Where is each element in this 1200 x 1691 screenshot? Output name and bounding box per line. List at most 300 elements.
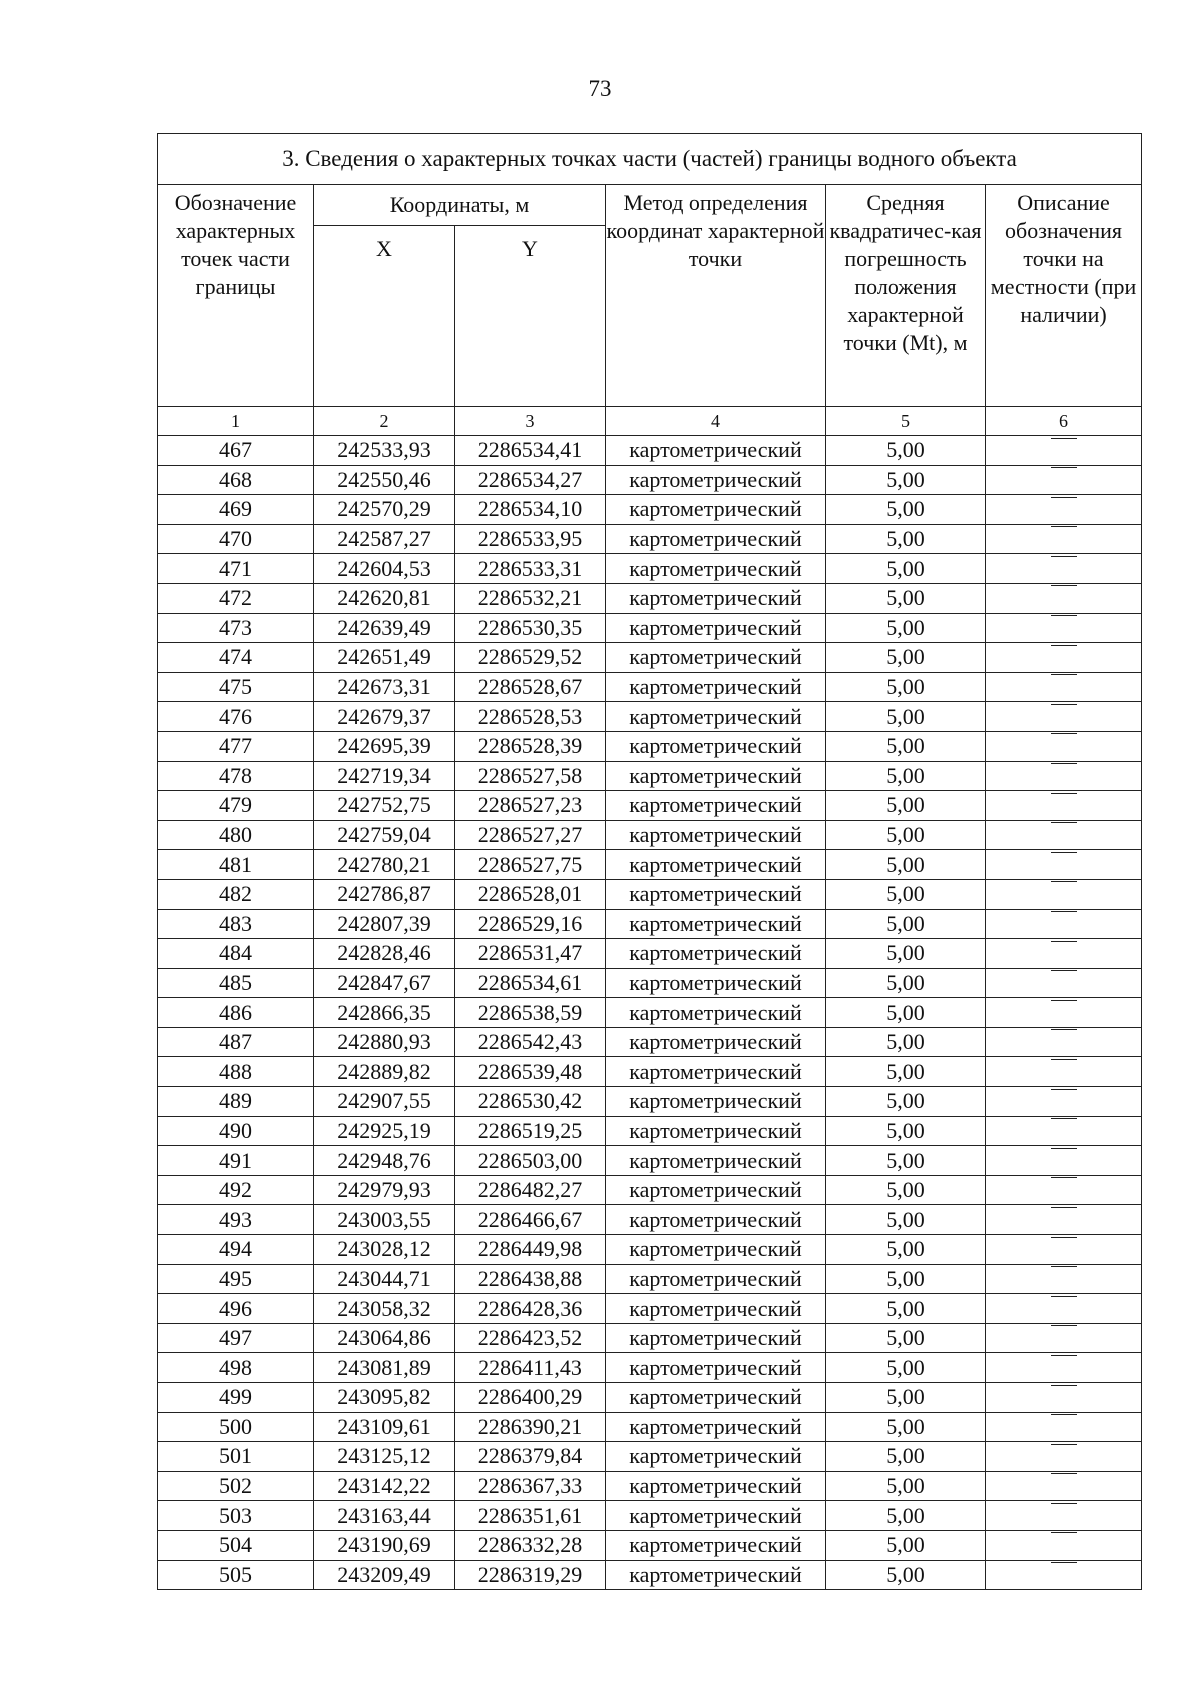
point-id-cell: 481 [158,850,314,880]
method-cell: картометрический [606,1175,826,1205]
table-row [158,939,1142,969]
table-row [158,1146,1142,1176]
table-row [158,1294,1142,1324]
point-id-cell: 475 [158,672,314,702]
point-id-cell: 493 [158,1205,314,1235]
empty-dash [1051,1266,1077,1293]
x-coordinate-cell: 242889,82 [314,1057,455,1087]
table-row [158,672,1142,702]
error-cell: 5,00 [826,1442,986,1472]
header-coordinates: Координаты, м [314,185,606,226]
empty-dash [1051,911,1077,938]
x-coordinate-cell: 242828,46 [314,939,455,969]
point-id-cell: 501 [158,1442,314,1472]
method-cell: картометрический [606,1087,826,1117]
error-cell: 5,00 [826,583,986,613]
empty-dash [1051,881,1077,908]
table-row [158,1027,1142,1057]
y-coordinate-cell: 2286423,52 [455,1323,606,1353]
error-cell: 5,00 [826,1087,986,1117]
table-row [158,554,1142,584]
x-coordinate-cell: 242587,27 [314,524,455,554]
x-coordinate-cell: 242639,49 [314,613,455,643]
table-row [158,850,1142,880]
description-cell [986,583,1142,613]
x-coordinate-cell: 243190,69 [314,1530,455,1560]
point-id-cell: 488 [158,1057,314,1087]
point-id-cell: 496 [158,1294,314,1324]
description-cell [986,1560,1142,1590]
header-x: X [314,226,455,407]
empty-dash [1051,1148,1077,1175]
table-row [158,1264,1142,1294]
empty-dash [1051,1532,1077,1559]
x-coordinate-cell: 242604,53 [314,554,455,584]
empty-dash [1051,526,1077,553]
empty-dash [1051,1503,1077,1530]
method-cell: картометрический [606,1501,826,1531]
y-coordinate-cell: 2286527,75 [455,850,606,880]
x-coordinate-cell: 242673,31 [314,672,455,702]
x-coordinate-cell: 242847,67 [314,968,455,998]
description-cell [986,1471,1142,1501]
method-cell: картометрический [606,613,826,643]
method-cell: картометрический [606,1412,826,1442]
method-cell: картометрический [606,1383,826,1413]
x-coordinate-cell: 243044,71 [314,1264,455,1294]
method-cell: картометрический [606,791,826,821]
error-cell: 5,00 [826,643,986,673]
x-coordinate-cell: 243209,49 [314,1560,455,1590]
y-coordinate-cell: 2286466,67 [455,1205,606,1235]
description-cell [986,1146,1142,1176]
description-cell [986,909,1142,939]
table-row [158,1353,1142,1383]
table-row [158,998,1142,1028]
description-cell [986,850,1142,880]
point-id-cell: 472 [158,583,314,613]
x-coordinate-cell: 243095,82 [314,1383,455,1413]
error-cell: 5,00 [826,1264,986,1294]
x-coordinate-cell: 243109,61 [314,1412,455,1442]
empty-dash [1051,1237,1077,1264]
table-row [158,465,1142,495]
x-coordinate-cell: 242925,19 [314,1116,455,1146]
table-row [158,1442,1142,1472]
y-coordinate-cell: 2286528,67 [455,672,606,702]
empty-dash [1051,585,1077,612]
error-cell: 5,00 [826,436,986,466]
y-coordinate-cell: 2286530,35 [455,613,606,643]
description-cell [986,1383,1142,1413]
description-cell [986,1412,1142,1442]
error-cell: 5,00 [826,998,986,1028]
error-cell: 5,00 [826,1235,986,1265]
table-row [158,791,1142,821]
x-coordinate-cell: 242979,93 [314,1175,455,1205]
method-cell: картометрический [606,939,826,969]
x-coordinate-cell: 242695,39 [314,731,455,761]
empty-dash [1051,970,1077,997]
table-row [158,1235,1142,1265]
method-cell: картометрический [606,1205,826,1235]
description-cell [986,1530,1142,1560]
table-row [158,1412,1142,1442]
description-cell [986,998,1142,1028]
point-id-cell: 494 [158,1235,314,1265]
column-number: 3 [455,407,606,436]
description-cell [986,643,1142,673]
description-cell [986,1323,1142,1353]
y-coordinate-cell: 2286530,42 [455,1087,606,1117]
x-coordinate-cell: 243142,22 [314,1471,455,1501]
description-cell [986,731,1142,761]
point-id-cell: 495 [158,1264,314,1294]
empty-dash [1051,852,1077,879]
description-cell [986,1175,1142,1205]
table-row [158,909,1142,939]
empty-dash [1051,438,1077,465]
table-row [158,524,1142,554]
y-coordinate-cell: 2286519,25 [455,1116,606,1146]
header-error: Средняя квадратичес-кая погрешность положения характерной точки (Mt), м [826,185,986,407]
y-coordinate-cell: 2286542,43 [455,1027,606,1057]
error-cell: 5,00 [826,1116,986,1146]
empty-dash [1051,704,1077,731]
empty-dash [1051,1059,1077,1086]
point-id-cell: 504 [158,1530,314,1560]
description-cell [986,613,1142,643]
y-coordinate-cell: 2286538,59 [455,998,606,1028]
description-cell [986,820,1142,850]
table-row [158,495,1142,525]
x-coordinate-cell: 243003,55 [314,1205,455,1235]
error-cell: 5,00 [826,968,986,998]
empty-dash [1051,645,1077,672]
point-id-cell: 471 [158,554,314,584]
error-cell: 5,00 [826,1175,986,1205]
y-coordinate-cell: 2286534,61 [455,968,606,998]
description-cell [986,1442,1142,1472]
y-coordinate-cell: 2286319,29 [455,1560,606,1590]
empty-dash [1051,1355,1077,1382]
column-number-row [158,407,1142,436]
method-cell: картометрический [606,968,826,998]
empty-dash [1051,1325,1077,1352]
empty-dash [1051,615,1077,642]
y-coordinate-cell: 2286332,28 [455,1530,606,1560]
x-coordinate-cell: 242759,04 [314,820,455,850]
table-row [158,436,1142,466]
table-body [158,436,1142,1590]
point-id-cell: 503 [158,1501,314,1531]
table-row [158,583,1142,613]
x-coordinate-cell: 242907,55 [314,1087,455,1117]
header-y: Y [455,226,606,407]
method-cell: картометрический [606,583,826,613]
point-id-cell: 486 [158,998,314,1028]
y-coordinate-cell: 2286534,27 [455,465,606,495]
empty-dash [1051,1207,1077,1234]
method-cell: картометрический [606,850,826,880]
method-cell: картометрический [606,554,826,584]
empty-dash [1051,1296,1077,1323]
table-row [158,761,1142,791]
page-number: 73 [588,76,612,101]
method-cell: картометрический [606,1353,826,1383]
method-cell: картометрический [606,761,826,791]
description-cell [986,1116,1142,1146]
method-cell: картометрический [606,1027,826,1057]
error-cell: 5,00 [826,1057,986,1087]
table-row [158,1116,1142,1146]
method-cell: картометрический [606,909,826,939]
error-cell: 5,00 [826,939,986,969]
x-coordinate-cell: 242550,46 [314,465,455,495]
y-coordinate-cell: 2286411,43 [455,1353,606,1383]
x-coordinate-cell: 242780,21 [314,850,455,880]
error-cell: 5,00 [826,1146,986,1176]
point-id-cell: 467 [158,436,314,466]
method-cell: картометрический [606,702,826,732]
empty-dash [1051,674,1077,701]
y-coordinate-cell: 2286528,01 [455,879,606,909]
error-cell: 5,00 [826,524,986,554]
error-cell: 5,00 [826,791,986,821]
description-cell [986,879,1142,909]
y-coordinate-cell: 2286528,39 [455,731,606,761]
table-row [158,1057,1142,1087]
x-coordinate-cell: 242651,49 [314,643,455,673]
y-coordinate-cell: 2286503,00 [455,1146,606,1176]
y-coordinate-cell: 2286428,36 [455,1294,606,1324]
description-cell [986,465,1142,495]
error-cell: 5,00 [826,761,986,791]
error-cell: 5,00 [826,1383,986,1413]
table-row [158,1530,1142,1560]
empty-dash [1051,733,1077,760]
error-cell: 5,00 [826,1412,986,1442]
x-coordinate-cell: 242752,75 [314,791,455,821]
table-row [158,968,1142,998]
description-cell [986,554,1142,584]
point-id-cell: 489 [158,1087,314,1117]
x-coordinate-cell: 242880,93 [314,1027,455,1057]
method-cell: картометрический [606,731,826,761]
point-id-cell: 487 [158,1027,314,1057]
y-coordinate-cell: 2286529,16 [455,909,606,939]
method-cell: картометрический [606,495,826,525]
header-description: Описание обозначения точки на местности (при наличии) [986,185,1142,407]
point-id-cell: 473 [158,613,314,643]
x-coordinate-cell: 243058,32 [314,1294,455,1324]
description-cell [986,1294,1142,1324]
y-coordinate-cell: 2286482,27 [455,1175,606,1205]
table-row [158,1175,1142,1205]
error-cell: 5,00 [826,1323,986,1353]
error-cell: 5,00 [826,554,986,584]
description-cell [986,1235,1142,1265]
y-coordinate-cell: 2286438,88 [455,1264,606,1294]
y-coordinate-cell: 2286449,98 [455,1235,606,1265]
point-id-cell: 499 [158,1383,314,1413]
y-coordinate-cell: 2286390,21 [455,1412,606,1442]
table-row [158,1471,1142,1501]
point-id-cell: 468 [158,465,314,495]
description-cell [986,436,1142,466]
point-id-cell: 505 [158,1560,314,1590]
error-cell: 5,00 [826,1471,986,1501]
method-cell: картометрический [606,524,826,554]
description-cell [986,1353,1142,1383]
point-id-cell: 474 [158,643,314,673]
description-cell [986,939,1142,969]
description-cell [986,495,1142,525]
table-title: 3. Сведения о характерных точках части (частей) границы водного объекта [158,134,1142,185]
y-coordinate-cell: 2286367,33 [455,1471,606,1501]
error-cell: 5,00 [826,1530,986,1560]
y-coordinate-cell: 2286351,61 [455,1501,606,1531]
method-cell: картометрический [606,1442,826,1472]
table-row [158,702,1142,732]
y-coordinate-cell: 2286533,95 [455,524,606,554]
description-cell [986,1501,1142,1531]
x-coordinate-cell: 242533,93 [314,436,455,466]
description-cell [986,524,1142,554]
y-coordinate-cell: 2286379,84 [455,1442,606,1472]
method-cell: картометрический [606,1116,826,1146]
method-cell: картометрический [606,1560,826,1590]
empty-dash [1051,941,1077,968]
method-cell: картометрический [606,1057,826,1087]
empty-dash [1051,1089,1077,1116]
point-id-cell: 477 [158,731,314,761]
error-cell: 5,00 [826,731,986,761]
point-id-cell: 480 [158,820,314,850]
y-coordinate-cell: 2286527,58 [455,761,606,791]
method-cell: картометрический [606,1146,826,1176]
error-cell: 5,00 [826,702,986,732]
method-cell: картометрический [606,998,826,1028]
point-id-cell: 500 [158,1412,314,1442]
error-cell: 5,00 [826,1294,986,1324]
table-row [158,820,1142,850]
error-cell: 5,00 [826,495,986,525]
point-id-cell: 484 [158,939,314,969]
error-cell: 5,00 [826,672,986,702]
y-coordinate-cell: 2286533,31 [455,554,606,584]
point-id-cell: 483 [158,909,314,939]
empty-dash [1051,1118,1077,1145]
description-cell [986,672,1142,702]
table-row [158,613,1142,643]
error-cell: 5,00 [826,1027,986,1057]
method-cell: картометрический [606,465,826,495]
x-coordinate-cell: 243081,89 [314,1353,455,1383]
method-cell: картометрический [606,643,826,673]
point-id-cell: 491 [158,1146,314,1176]
table-row [158,731,1142,761]
description-cell [986,791,1142,821]
empty-dash [1051,1473,1077,1500]
x-coordinate-cell: 242807,39 [314,909,455,939]
method-cell: картометрический [606,1264,826,1294]
point-id-cell: 478 [158,761,314,791]
error-cell: 5,00 [826,613,986,643]
method-cell: картометрический [606,1471,826,1501]
empty-dash [1051,793,1077,820]
point-id-cell: 479 [158,791,314,821]
y-coordinate-cell: 2286527,27 [455,820,606,850]
table-row [158,1323,1142,1353]
empty-dash [1051,1029,1077,1056]
error-cell: 5,00 [826,1353,986,1383]
empty-dash [1051,467,1077,494]
empty-dash [1051,1000,1077,1027]
point-id-cell: 482 [158,879,314,909]
x-coordinate-cell: 242948,76 [314,1146,455,1176]
table-row [158,879,1142,909]
method-cell: картометрический [606,879,826,909]
description-cell [986,761,1142,791]
y-coordinate-cell: 2286528,53 [455,702,606,732]
error-cell: 5,00 [826,820,986,850]
y-coordinate-cell: 2286529,52 [455,643,606,673]
x-coordinate-cell: 242570,29 [314,495,455,525]
empty-dash [1051,1177,1077,1204]
error-cell: 5,00 [826,850,986,880]
point-id-cell: 490 [158,1116,314,1146]
error-cell: 5,00 [826,909,986,939]
empty-dash [1051,1385,1077,1412]
table-row [158,643,1142,673]
x-coordinate-cell: 242786,87 [314,879,455,909]
header-method: Метод определения координат характерной точки [606,185,826,407]
description-cell [986,1264,1142,1294]
description-cell [986,968,1142,998]
x-coordinate-cell: 243163,44 [314,1501,455,1531]
error-cell: 5,00 [826,1205,986,1235]
empty-dash [1051,497,1077,524]
empty-dash [1051,1414,1077,1441]
point-id-cell: 497 [158,1323,314,1353]
column-number: 2 [314,407,455,436]
point-id-cell: 470 [158,524,314,554]
method-cell: картометрический [606,1294,826,1324]
empty-dash [1051,556,1077,583]
method-cell: картометрический [606,1323,826,1353]
column-number: 4 [606,407,826,436]
method-cell: картометрический [606,672,826,702]
y-coordinate-cell: 2286534,10 [455,495,606,525]
error-cell: 5,00 [826,465,986,495]
boundary-points-table [157,133,1142,1590]
description-cell [986,1205,1142,1235]
table-row [158,1205,1142,1235]
y-coordinate-cell: 2286534,41 [455,436,606,466]
x-coordinate-cell: 243028,12 [314,1235,455,1265]
description-cell [986,702,1142,732]
description-cell [986,1057,1142,1087]
empty-dash [1051,822,1077,849]
column-number: 6 [986,407,1142,436]
point-id-cell: 498 [158,1353,314,1383]
x-coordinate-cell: 242679,37 [314,702,455,732]
x-coordinate-cell: 242620,81 [314,583,455,613]
x-coordinate-cell: 243064,86 [314,1323,455,1353]
method-cell: картометрический [606,1530,826,1560]
x-coordinate-cell: 243125,12 [314,1442,455,1472]
